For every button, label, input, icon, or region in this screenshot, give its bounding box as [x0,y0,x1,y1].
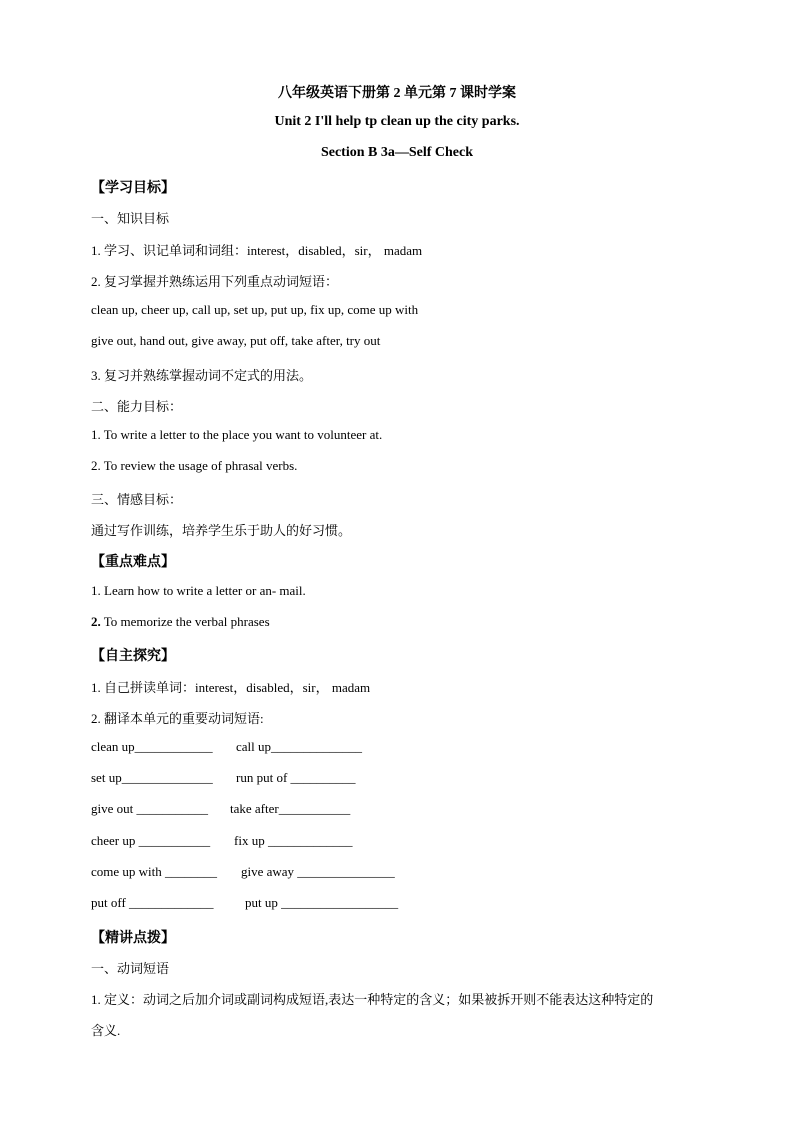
phrase-blank[interactable]: set up______________ [91,770,213,785]
knowledge-item-3: 3. 复习并熟练掌握动词不定式的用法。 [91,368,313,383]
ability-item-1: 1. To write a letter to the place you want to volunteer at. [91,427,383,442]
phrase-blank[interactable]: give away _______________ [241,864,395,879]
document-title-section: Section B 3a—Self Check [320,145,474,160]
knowledge-item-2: 2. 复习掌握并熟练运用下列重点动词短语： [91,274,339,289]
phrase-blank[interactable]: put up __________________ [245,895,399,910]
document-title-cn: 八年级英语下册第 2 单元第 7 课时学案 [278,86,516,101]
lecture-sub-heading: 一、动词短语 [91,961,170,976]
phrase-row [91,864,395,880]
document-title-unit: Unit 2 I'll help tp clean up the city parks. [274,114,520,129]
lecture-heading: 【精讲点拨】 [91,931,175,946]
phrase-blank[interactable]: call up______________ [236,739,363,754]
explore-question-2: 2. 翻译本单元的重要动词短语: [91,711,264,726]
emotion-heading: 三、情感目标： [91,492,183,507]
knowledge-item-1: 1. 学习、识记单词和词组：interest，disabled，sir， madam [91,243,423,258]
phrase-blank[interactable]: cheer up ___________ [91,833,211,848]
phrase-row [91,895,398,911]
key-point-1: 1. Learn how to write a letter or an- mail. [91,583,306,598]
lecture-definition-line-1: 1. 定义：动词之后加介词或副词构成短语,表达一种特定的含义；如果被拆开则不能表达这种特定的 [91,992,654,1007]
phrase-row [91,801,350,817]
key-points-heading: 【重点难点】 [91,555,175,570]
phrase-blank[interactable]: take after___________ [230,801,351,816]
key-point-2 [91,614,270,630]
key-point-2-number: 2. [91,614,101,629]
knowledge-heading: 一、知识目标 [91,211,170,226]
phrase-blank[interactable]: put off _____________ [91,895,214,910]
explore-heading: 【自主探究】 [91,649,175,664]
knowledge-phrases-2: give out, hand out, give away, put off, take after, try out [91,333,381,348]
phrase-blank[interactable]: clean up____________ [91,739,213,754]
phrase-row [91,739,362,755]
ability-heading: 二、能力目标： [91,399,183,414]
phrase-blank[interactable]: give out ___________ [91,801,208,816]
emotion-item-1: 通过写作训练，培养学生乐于助人的好习惯。 [91,523,352,538]
key-point-2-text: To memorize the verbal phrases [100,614,270,629]
phrase-row [91,770,356,786]
phrase-blank[interactable]: fix up _____________ [234,833,353,848]
phrase-row [91,833,352,849]
knowledge-phrases-1: clean up, cheer up, call up, set up, put up, fix up, come up with [91,302,419,317]
phrase-blank[interactable]: come up with ________ [91,864,218,879]
lecture-definition-line-2: 含义. [91,1023,121,1038]
goals-heading: 【学习目标】 [91,181,175,196]
ability-item-2: 2. To review the usage of phrasal verbs. [91,458,298,473]
phrase-blank[interactable]: run put of __________ [236,770,356,785]
explore-question-1: 1. 自己拼读单词：interest，disabled，sir， madam [91,680,371,695]
